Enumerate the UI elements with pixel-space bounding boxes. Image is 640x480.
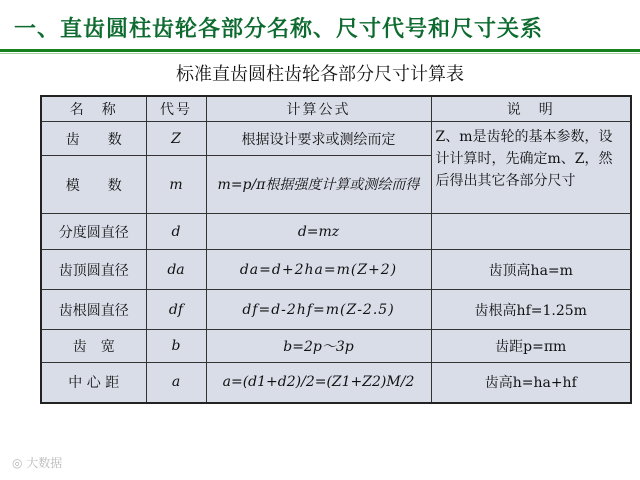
table-row <box>41 122 631 156</box>
row-symbol: a <box>146 363 206 403</box>
row-name: 中 心 距 <box>41 363 146 403</box>
title-underline <box>0 49 640 52</box>
row-formula: a=(d1+d2)/2=(Z1+Z2)M/2 <box>206 363 431 403</box>
row-formula: d=mz <box>206 214 431 250</box>
table-row <box>41 290 631 330</box>
row-name: 齿根圆直径 <box>41 290 146 330</box>
slide-title: 一、直齿圆柱齿轮各部分名称、尺寸代号和尺寸关系 <box>14 17 544 42</box>
row-name: 齿 宽 <box>41 330 146 363</box>
watermark: ◎ 大数据 <box>12 456 63 470</box>
row-symbol: da <box>146 250 206 290</box>
row-formula: df=d-2hf=m(Z-2.5) <box>206 290 431 330</box>
header-note: 说 明 <box>431 96 631 122</box>
row-note: 齿根高hf=1.25m <box>431 290 631 330</box>
row-formula: da=d+2ha=m(Z+2) <box>206 250 431 290</box>
row-note <box>431 214 631 250</box>
row-symbol: Z <box>146 122 206 156</box>
row-symbol: df <box>146 290 206 330</box>
row-note: 齿高h=ha+hf <box>431 363 631 403</box>
header-formula: 计算公式 <box>206 96 431 122</box>
merged-note: Z、m是齿轮的基本参数，设计计算时，先确定m、Z，然后得出其它各部分尺寸 <box>431 122 631 214</box>
watermark-logo-icon: ◎ <box>12 456 27 470</box>
row-symbol: b <box>146 330 206 363</box>
table-row <box>41 330 631 363</box>
gear-dimension-table <box>40 95 632 404</box>
table-header-row <box>41 96 631 122</box>
row-name: 分度圆直径 <box>41 214 146 250</box>
row-name: 模 数 <box>41 156 146 214</box>
row-note: 齿顶高ha=m <box>431 250 631 290</box>
table-row <box>41 214 631 250</box>
row-symbol: m <box>146 156 206 214</box>
table-row <box>41 363 631 403</box>
table-row <box>41 250 631 290</box>
row-formula: b=2p～3p <box>206 330 431 363</box>
table-caption: 标准直齿圆柱齿轮各部分尺寸计算表 <box>176 64 464 85</box>
row-formula: 根据设计要求或测绘而定 <box>206 122 431 156</box>
row-name: 齿顶圆直径 <box>41 250 146 290</box>
header-name: 名 称 <box>41 96 146 122</box>
title-underline-light <box>0 53 640 54</box>
row-name: 齿 数 <box>41 122 146 156</box>
header-symbol: 代号 <box>146 96 206 122</box>
row-note: 齿距p=πm <box>431 330 631 363</box>
row-symbol: d <box>146 214 206 250</box>
row-formula: m=p/π根据强度计算或测绘而得 <box>206 156 431 214</box>
